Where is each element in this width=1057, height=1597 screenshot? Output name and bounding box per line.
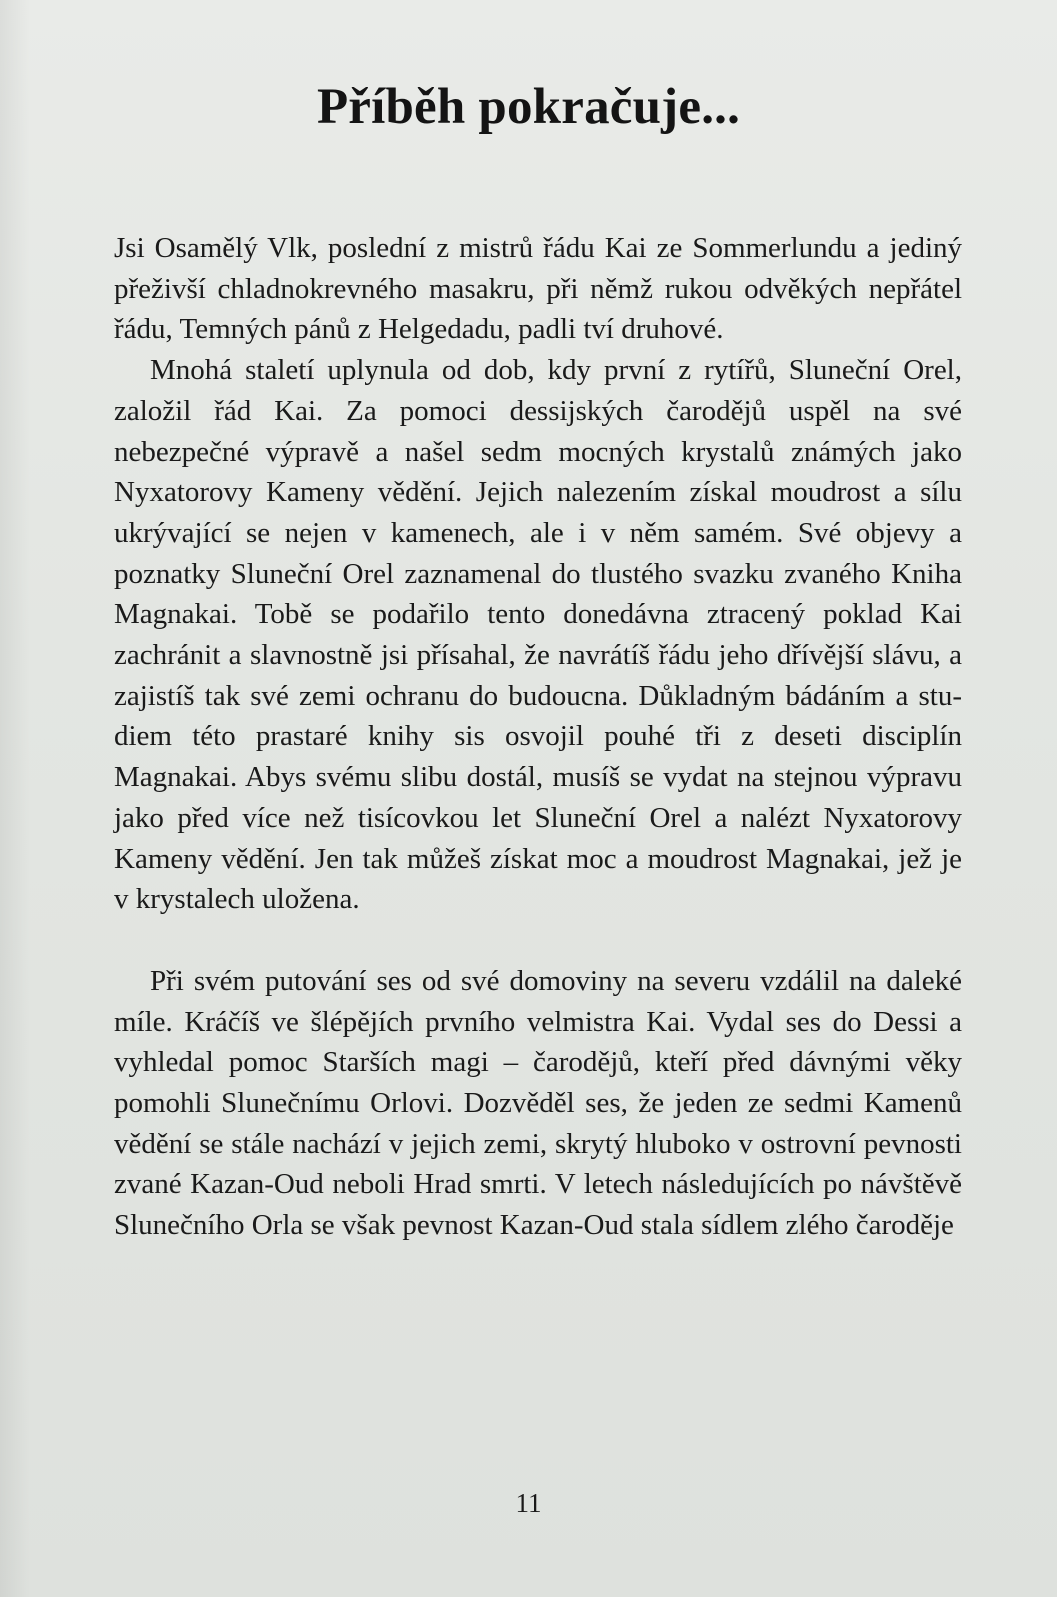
- page-gutter-shadow: [0, 0, 30, 1597]
- paragraph-journey: Při svém putování ses od své domoviny na severu vzdálil na daleké míle. Kráčíš ve šlépějích prvního velmistra Kai. Vydal ses do Dessi a vyhledal pomoc Starších magi – čarodějů, kteří před dávnými věky pomohli Slunečnímu Orlovi. Dozvěděl ses, že jeden ze sedmi Kamenů vědění se stále nachází v jejich zemi, skrytý hluboko v ostrovní pevnosti zvané Kazan-Oud neboli Hrad smrti. V letech následujících po návštěvě Slunečního Orla se však pevnost Kazan-Oud stala sídlem zlého čaroděje: [114, 964, 962, 1242]
- chapter-title: Příběh pokračuje...: [316, 79, 741, 135]
- paragraph-intro: Jsi Osamělý Vlk, poslední z mistrů řádu Kai ze Sommerlundu a jediný přeživší chladnokrevného masakru, při němž rukou odvěkých nepřátel řádu, Temných pánů z Helgedadu, padli tví druhové.: [114, 232, 962, 346]
- paragraph-history: Mnohá staletí uplynula od dob, kdy první z rytířů, Sluneční Orel, založil řád Kai. Za pomoci dessijských čarodějů uspěl na své nebezpečné výpravě a našel sedm mocných krystalů známých jako Nyxatorovy Kameny vědění. Jejich nalezením získal moudrost a sílu ukrývající se nejen v kamenech, ale i v něm samém. Své objevy a poznatky Sluneční Orel zaznamenal do tlustého svazku zvaného Kniha Magnakai. Tobě se podařilo tento donedávna ztracený poklad Kai zachránit a slavnostně jsi přísahal, že navrátíš řádu jeho dřívější slávu, a zajistíš tak své zemi ochranu do budoucna. Důkladným bádáním a studiem této prastaré knihy sis osvojil pouhé tři z deseti disciplín Magnakai. Abys svému slibu dostál, musíš se vydat na stejnou výpravu jako před více než tisícovkou let Sluneční Orel a nalézt Nyxatorovy Kameny vědění. Jen tak můžeš získat moc a moudrost Magnakai, jež je v krystalech uložena.: [114, 354, 962, 916]
- chapter-body: [114, 228, 962, 1246]
- page-number: 11: [515, 1488, 542, 1518]
